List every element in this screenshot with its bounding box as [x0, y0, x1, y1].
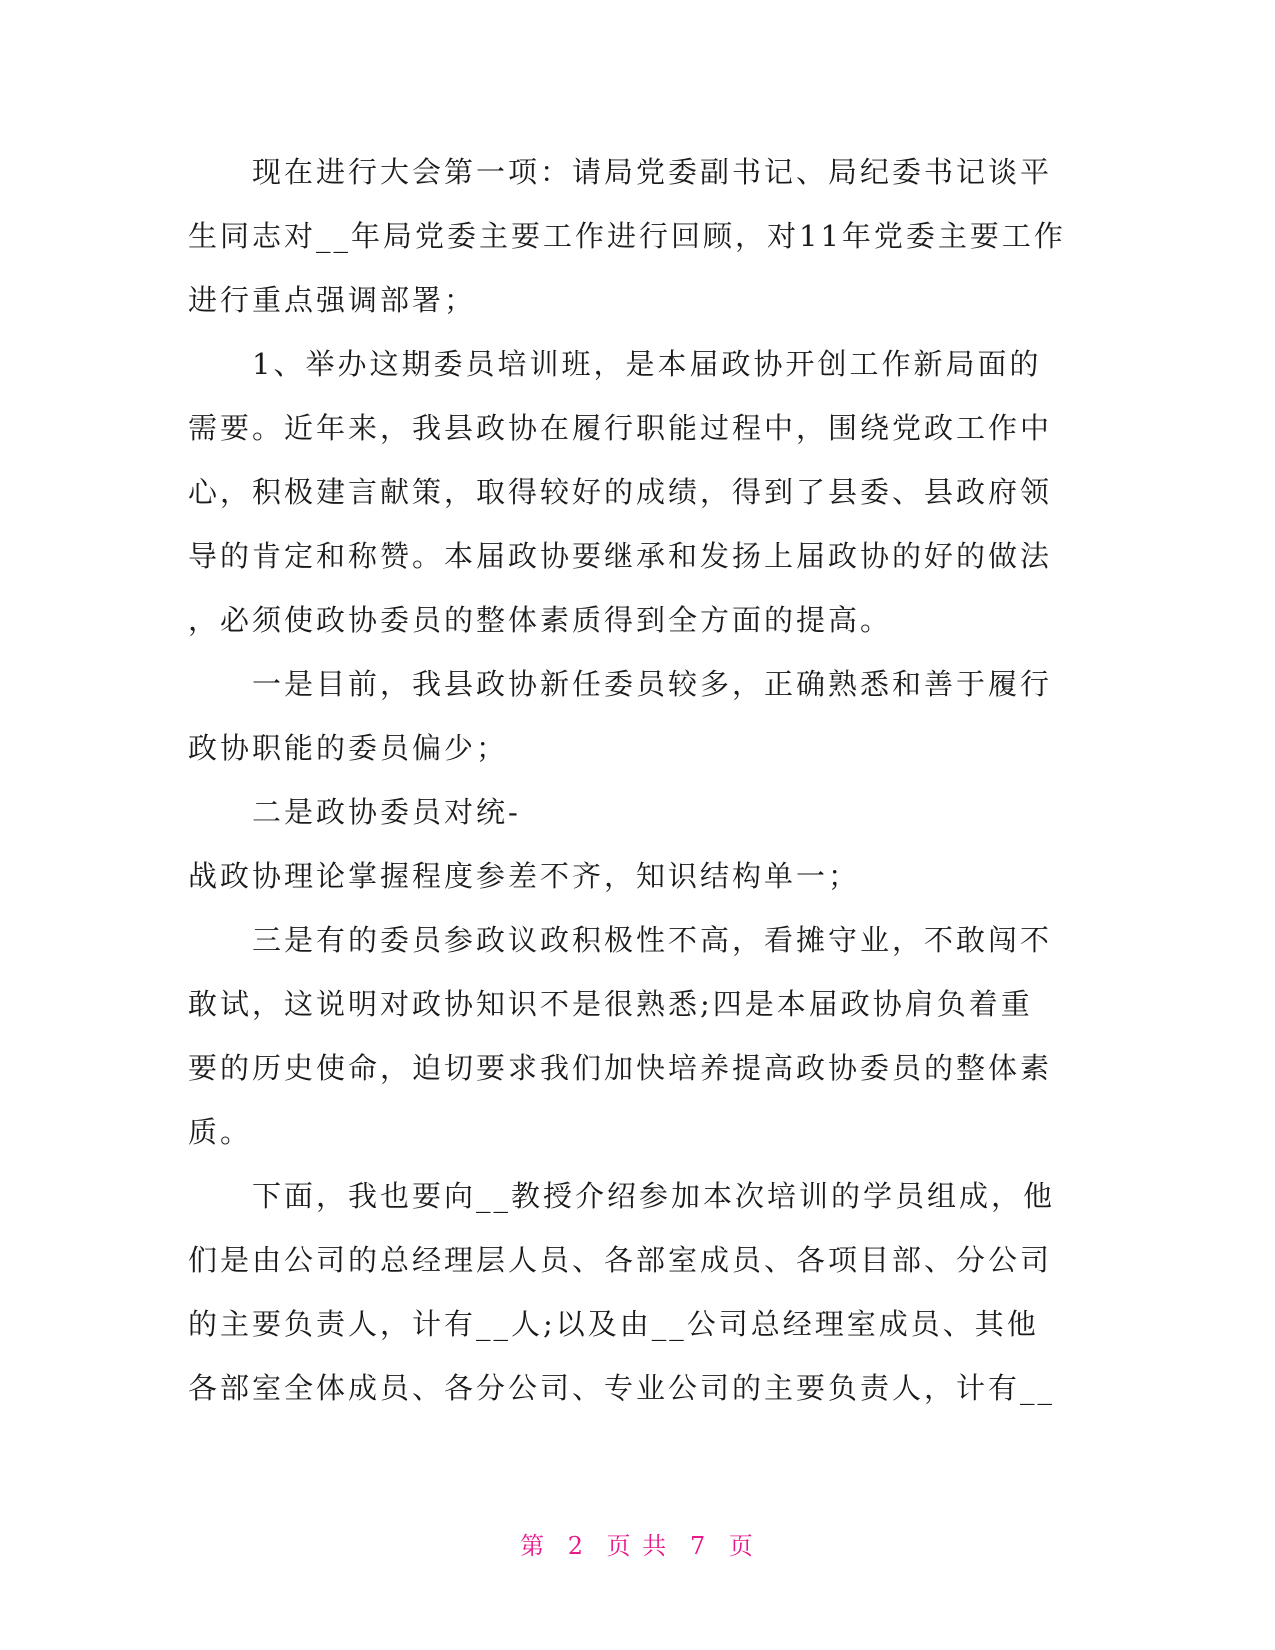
- paragraph-6: [188, 1164, 1068, 1420]
- footer-prefix: 第: [520, 1532, 547, 1560]
- paragraph-3: [188, 652, 1068, 780]
- paragraph-5: [188, 908, 1068, 1164]
- paragraph-line: ，必须使政协委员的整体素质得到全方面的提高。: [188, 603, 893, 637]
- paragraph-line: 一是目前，我县政协新任委员较多，正确熟悉和善于履行: [252, 667, 1053, 701]
- paragraph-line: 敢试，这说明对政协知识不是很熟悉;四是本届政协肩负着重: [188, 987, 1033, 1021]
- paragraph-line: 需要。近年来，我县政协在履行职能过程中，围绕党政工作中: [188, 411, 1053, 445]
- paragraph-line: 二是政协委员对统-: [252, 795, 521, 829]
- paragraph-line: 各部室全体成员、各分公司、专业公司的主要负责人，计有__: [188, 1371, 1056, 1405]
- document-body: [188, 140, 1068, 1420]
- paragraph-line: 现在进行大会第一项：请局党委副书记、局纪委书记谈平: [252, 155, 1053, 189]
- paragraph-1: [188, 140, 1068, 332]
- current-page-number: 2: [567, 1532, 586, 1560]
- paragraph-line: 1、举办这期委员培训班，是本届政协开创工作新局面的: [252, 347, 1042, 381]
- paragraph-line: 们是由公司的总经理层人员、各部室成员、各项目部、分公司: [188, 1243, 1053, 1277]
- paragraph-line: 下面，我也要向__教授介绍参加本次培训的学员组成，他: [252, 1179, 1056, 1213]
- paragraph-line: 要的历史使命，迫切要求我们加快培养提高政协委员的整体素: [188, 1051, 1053, 1085]
- paragraph-line: 进行重点强调部署；: [188, 283, 477, 317]
- paragraph-line: 政协职能的委员偏少；: [188, 731, 509, 765]
- paragraph-line: 的主要负责人，计有__人;以及由__公司总经理室成员、其他: [188, 1307, 1039, 1341]
- paragraph-4: [188, 780, 1068, 908]
- paragraph-2: [188, 332, 1068, 652]
- paragraph-line: 三是有的委员参政议政积极性不高，看摊守业，不敢闯不: [252, 923, 1053, 957]
- paragraph-line: 心，积极建言献策，取得较好的成绩，得到了县委、县政府领: [188, 475, 1053, 509]
- footer-middle: 页 共: [606, 1532, 669, 1560]
- paragraph-line: 质。: [188, 1115, 253, 1149]
- paragraph-line: 生同志对__年局党委主要工作进行回顾，对11年党委主要工作: [188, 219, 1066, 253]
- paragraph-line: 导的肯定和称赞。本届政协要继承和发扬上届政协的好的做法: [188, 539, 1053, 573]
- footer-suffix: 页: [728, 1532, 755, 1560]
- page-footer: [0, 1526, 1275, 1561]
- paragraph-line: 战政协理论掌握程度参差不齐，知识结构单一；: [188, 859, 861, 893]
- total-page-count: 7: [689, 1532, 708, 1560]
